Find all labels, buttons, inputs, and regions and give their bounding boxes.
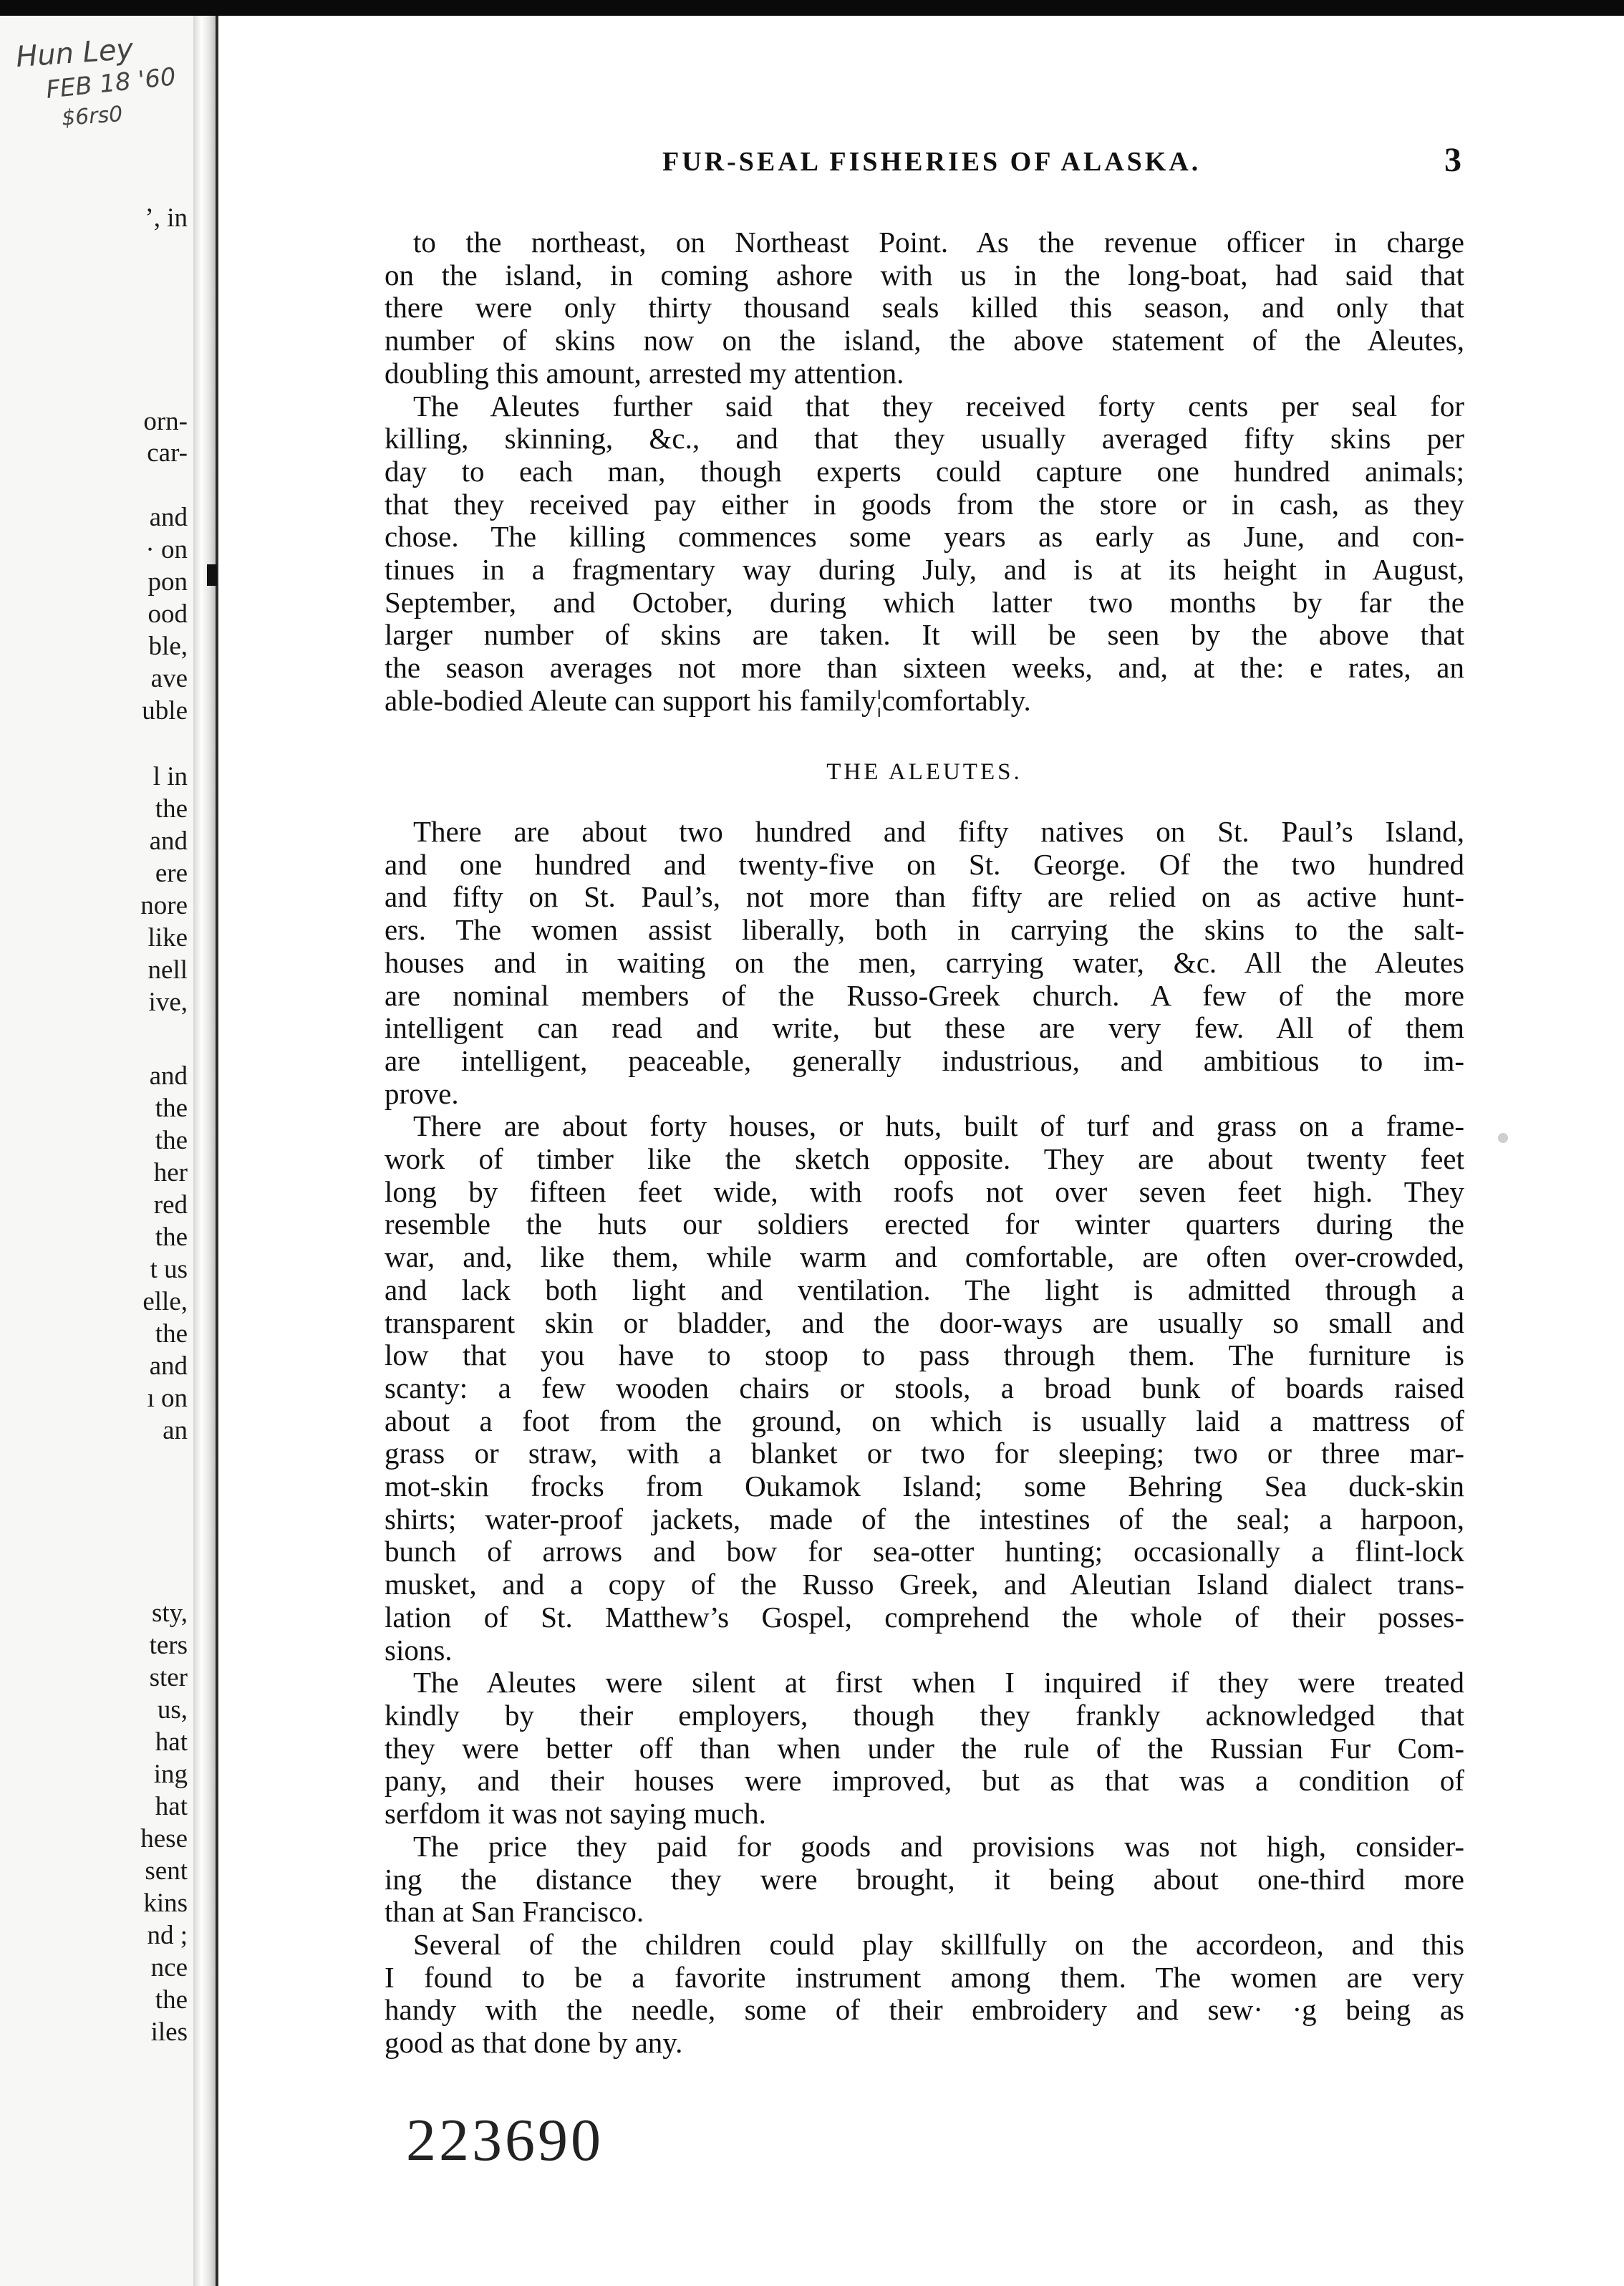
scan-speck [1498,1133,1508,1143]
section-heading: THE ALEUTES. [826,759,1023,785]
facing-page-line: the [155,1319,188,1349]
facing-page-fragment [0,16,193,2286]
facing-page-line: red [153,1190,188,1220]
facing-page-line: ive, [148,988,188,1017]
facing-page-line: car- [147,438,188,468]
text-line: ing the distance they were brought, it being about one-third more [385,1863,1464,1896]
text-line: about a foot from the ground, on which is usually laid a mattress of [385,1404,1464,1437]
facing-page-line: like [148,923,188,952]
text-line: day to each man, though experts could capture one hundred animals; [385,455,1464,488]
facing-page-line: nell [148,955,188,985]
text-line: killing, skinning, &c., and that they usually averaged fifty skins per [385,423,1464,455]
text-line: There are about two hundred and fifty natives on St. Paul’s Island, [413,816,1464,848]
text-line: and one hundred and twenty-five on St. George. Of the two hundred [385,848,1464,881]
facing-page-line: ble, [148,632,188,661]
facing-page-line: iles [150,2017,188,2047]
paragraph [385,1929,1464,2060]
text-line: resemble the huts our soldiers erected for winter quarters during the [385,1208,1464,1241]
facing-page-line: sty, [151,1598,188,1628]
paragraph [385,226,1464,390]
text-line: larger number of skins are taken. It will be seen by the above that [385,619,1464,652]
text-line: September, and October, during which latter two months by far the [385,586,1464,619]
facing-page-line: l in [153,762,188,791]
facing-page-line: nd ; [147,1921,188,1950]
text-line: doubling this amount, arrested my attention. [385,357,904,390]
text-line: the season averages not more than sixteen weeks, and, at the: e rates, an [385,652,1464,685]
body-column [385,226,1464,718]
text-line: pany, and their houses were improved, but as that was a condition of [385,1765,1464,1798]
text-line: they were better off than when under the rule of the Russian Fur Com- [385,1732,1464,1765]
paragraph [385,1667,1464,1831]
text-line: transparent skin or bladder, and the door-ways are usually so small and [385,1306,1464,1339]
paragraph [385,390,1464,718]
text-line: grass or straw, with a blanket or two for sleeping; two or three mar- [385,1437,1464,1470]
facing-page-line: the [155,1985,188,2015]
text-line: long by fifteen feet wide, with roofs not over seven feet high. They [385,1175,1464,1208]
facing-page-line: nce [150,1953,188,1982]
facing-page-line: an [163,1416,188,1445]
text-line: war, and, like them, while warm and comfortable, are often over-crowded, [385,1241,1464,1274]
facing-page-line: ing [153,1760,188,1789]
text-line: handy with the needle, some of their embroidery and sew· ·g being as [385,1994,1464,2027]
text-line: work of timber like the sketch opposite. They are about twenty feet [385,1143,1464,1176]
facing-page-line: kins [143,1889,188,1918]
gutter-mark [207,564,217,586]
facing-page-line: orn- [143,407,188,436]
text-line: The Aleutes further said that they received forty cents per seal for [413,390,1464,423]
facing-page-line: pon [148,567,188,597]
text-line: are intelligent, peaceable, generally industrious, and ambitious to im- [385,1044,1464,1077]
handwriting-line: Hun Ley [14,32,135,74]
text-line: on the island, in coming ashore with us in the long-boat, had said that [385,259,1464,291]
text-line: there were only thirty thousand seals killed this season, and only that [385,291,1464,324]
facing-page-line: and [149,1061,188,1091]
accession-number: 223690 [406,2107,604,2174]
facing-page-line: ters [149,1631,188,1660]
text-line: able-bodied Aleute can support his family¦comfortably. [385,684,1031,717]
text-line: The Aleutes were silent at first when I inquired if they were treated [413,1667,1464,1699]
text-line: mot-skin frocks from Oukamok Island; some Behring Sea duck-skin [385,1470,1464,1503]
facing-page-line: ood [148,599,188,629]
facing-page-line: t us [150,1255,188,1284]
facing-page-line: the [155,1222,188,1252]
facing-page-line: the [155,1126,188,1155]
facing-page-line: elle, [142,1287,188,1316]
section-heading-wrap [385,759,1464,786]
paragraph [385,1831,1464,1929]
text-line: kindly by their employers, though they frankly acknowledged that [385,1699,1464,1732]
paragraph [385,816,1464,1110]
text-line: ers. The women assist liberally, both in carrying the skins to the salt- [385,914,1464,947]
facing-page-line: and [149,1351,188,1381]
text-line: musket, and a copy of the Russo Greek, and Aleutian Island dialect trans- [385,1568,1464,1601]
text-line: serfdom it was not saying much. [385,1798,766,1831]
text-line: sions. [385,1634,453,1667]
text-line: intelligent can read and write, but these are very few. All of them [385,1012,1464,1045]
facing-page-line: ster [149,1663,188,1692]
text-line: and lack both light and ventilation. The light is admitted through a [385,1273,1464,1306]
handwriting-line: FEB 18 '60 [44,62,178,105]
facing-page-line: and [149,826,188,856]
facing-page-line: hese [140,1824,188,1853]
facing-page-line: ’, in [145,203,188,233]
text-line: There are about forty houses, or huts, built of turf and grass on a frame- [413,1110,1464,1143]
text-line: than at San Francisco. [385,1896,644,1929]
document-page [218,16,1624,2286]
facing-page-line: the [155,1094,188,1123]
page-number: 3 [1444,141,1461,179]
scan-border-top [0,0,1624,16]
facing-page-line: the [155,794,188,824]
handwritten-annotation [4,32,183,131]
text-line: that they received pay either in goods from the store or in cash, as they [385,488,1464,521]
facing-page-line: and [149,503,188,532]
text-line: number of skins now on the island, the above statement of the Aleutes, [385,324,1464,357]
text-line: to the northeast, on Northeast Point. As the revenue officer in charge [413,226,1464,259]
paragraph [385,1110,1464,1667]
text-line: and fifty on St. Paul’s, not more than fifty are relied on as active hunt- [385,881,1464,914]
text-line: chose. The killing commences some years as early as June, and con- [385,521,1464,554]
text-line: bunch of arrows and bow for sea-otter hunting; occasionally a flint-lock [385,1535,1464,1568]
facing-page-line: ı on [147,1384,188,1413]
facing-page-line: hat [155,1792,188,1821]
facing-page-line: nore [140,891,188,920]
facing-page-line: · on [145,535,188,564]
text-line: prove. [385,1077,459,1110]
text-line: lation of St. Matthew’s Gospel, comprehend the whole of their posses- [385,1601,1464,1634]
text-line: shirts; water-proof jackets, made of the intestines of the seal; a harpoon, [385,1503,1464,1535]
text-line: scanty: a few wooden chairs or stools, a broad bunk of boards raised [385,1371,1464,1404]
facing-page-line: sent [145,1856,188,1886]
facing-page-line: ave [150,664,188,693]
text-line: low that you have to stoop to pass through them. The furniture is [385,1339,1464,1372]
facing-page-line: uble [142,696,188,725]
facing-page-line: us, [157,1695,188,1725]
text-line: tinues in a fragmentary way during July, and is at its height in August, [385,554,1464,587]
book-gutter [193,16,216,2286]
text-line: I found to be a favorite instrument among them. The women are very [385,1961,1464,1994]
handwriting-line: $6rs0 [60,102,124,131]
text-line: The price they paid for goods and provisions was not high, consider- [413,1830,1464,1863]
body-column [385,816,1464,2060]
text-line: Several of the children could play skillfully on the accordeon, and this [413,1928,1464,1961]
facing-page-line: her [153,1158,188,1187]
text-line: houses and in waiting on the men, carrying water, &c. All the Aleutes [385,946,1464,979]
facing-page-line: ere [155,859,188,888]
text-line: are nominal members of the Russo-Greek church. A few of the more [385,979,1464,1012]
text-line: good as that done by any. [385,2027,683,2060]
facing-page-line: hat [155,1727,188,1757]
running-header: FUR-SEAL FISHERIES OF ALASKA. [662,147,1202,177]
